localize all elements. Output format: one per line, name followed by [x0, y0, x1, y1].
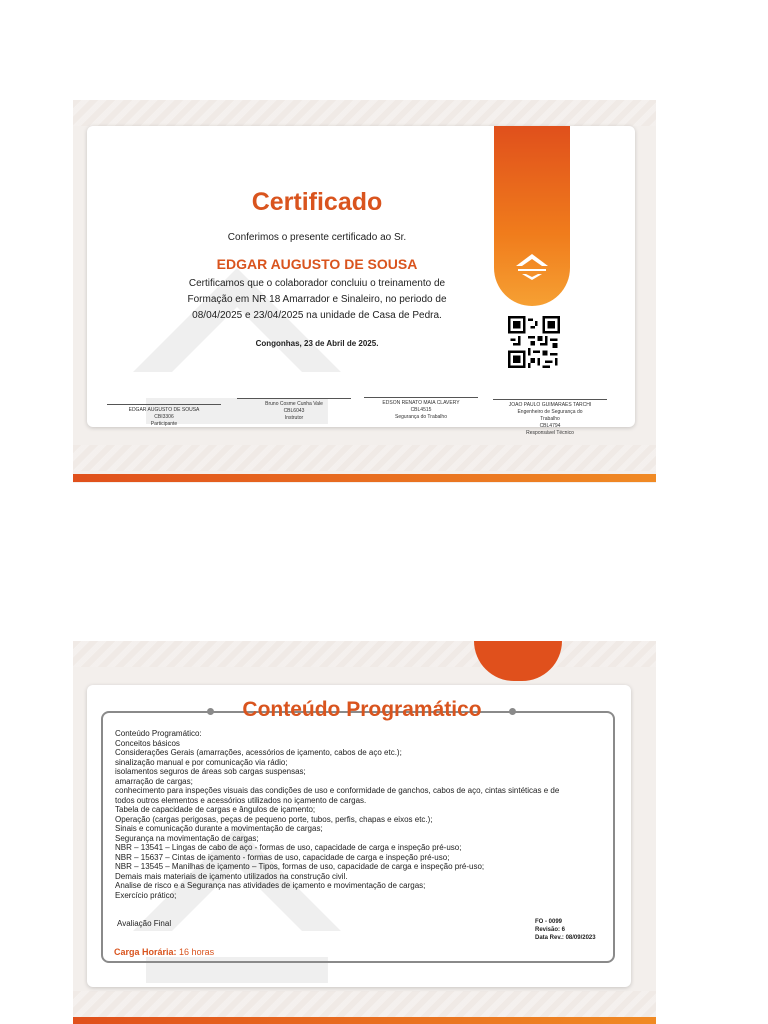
program-line: amarração de cargas; — [115, 776, 193, 786]
signature-line — [237, 398, 351, 399]
final-evaluation: Avaliação Final — [117, 919, 172, 928]
body-line: 08/04/2025 e 23/04/2025 na unidade de Casa de Pedra. — [192, 310, 442, 321]
program-line: sinalização manual e por comunicação via rádio; — [115, 757, 288, 767]
signature-role: Segurança do Trabalho — [395, 414, 447, 420]
signature-detail: Engenheiro de Segurança do — [517, 409, 583, 415]
signature-detail: CBL4515 — [410, 407, 432, 413]
program-card — [87, 685, 631, 987]
certificate-intro: Conferimos o presente certificado ao Sr. — [227, 232, 407, 243]
workload-label: Carga Horária: — [114, 947, 177, 957]
program-line: todos outros elementos e acessórios utilizados no içamento de cargas. — [115, 795, 367, 805]
certificate-card — [87, 126, 635, 436]
program-line: conhecimento para inspeções visuais das condições de uso e conformidade de ganchos, cabos de aço, cintas sintéticas e de — [115, 786, 560, 795]
program-line: Exercício prático; — [115, 890, 177, 900]
signature-safety — [364, 397, 478, 421]
program-line: Conceitos básicos — [115, 738, 180, 748]
program-line: NBR – 13545 – Manilhas de içamento – Tipos, formas de uso, capacidade de carga e inspeção pré-uso; — [115, 862, 485, 871]
signature-instructor — [237, 398, 351, 422]
signature-detail: CBL4794 — [539, 423, 561, 429]
place-date: Congonhas, 23 de Abril de 2025. — [255, 339, 379, 348]
bottom-accent-bar — [73, 1017, 656, 1024]
signature-role: Participante — [150, 421, 178, 427]
body-line: Formação em NR 18 Amarrador e Sinaleiro, no periodo de — [187, 294, 447, 305]
signature-line — [364, 397, 478, 398]
revision-date: Data Rev.: 08/09/2023 — [535, 935, 596, 941]
workload — [114, 947, 214, 957]
body-line: Certificamos que o colaborador concluiu o treinamento de — [188, 278, 446, 289]
signature-participant — [107, 404, 221, 428]
signature-detail: Trabalho — [540, 416, 560, 422]
recipient-name: EDGAR AUGUSTO DE SOUSA — [216, 256, 418, 272]
program-page — [73, 641, 656, 1024]
workload-value: 16 horas — [179, 947, 215, 957]
signature-name: JOAO PAULO GUIMARAES TARCHI — [508, 402, 592, 408]
program-line: Conteúdo Programático: — [115, 729, 202, 738]
signature-name: EDSON RENATO MAIA CLAVERY — [382, 400, 460, 406]
program-content — [115, 729, 615, 900]
program-line: Sinais e comunicação durante a movimentação de cargas; — [115, 824, 323, 833]
program-line: Considerações Gerais (amarrações, acessórios de içamento, cabos de aço etc.); — [115, 748, 402, 757]
background-pattern — [73, 641, 656, 667]
signature-name: EDGAR AUGUSTO DE SOUSA — [128, 407, 200, 413]
program-line: isolamentos seguros de áreas sob cargas suspensas; — [115, 767, 306, 776]
program-line: Segurança na movimentação de cargas; — [115, 833, 259, 843]
background-pattern — [73, 100, 656, 126]
form-revision-info — [535, 918, 596, 942]
signature-role: Responsável Técnico — [526, 430, 574, 436]
program-line: NBR – 15637 – Cintas de içamento - formas de uso, capacidade de carga e inspeção pré-uso; — [115, 852, 450, 862]
signature-role: Instrutor — [284, 415, 304, 421]
signature-line — [493, 399, 607, 400]
program-title-area — [147, 698, 577, 724]
brand-ribbon — [474, 641, 562, 681]
certificate-body — [117, 276, 517, 324]
program-line: Demais mais materiais de içamento utilizados na construção civil. — [115, 871, 348, 881]
certificate-title: Certificado — [251, 188, 383, 216]
program-title: Conteúdo Programático — [242, 698, 482, 721]
signature-engineer — [493, 399, 607, 437]
form-code: FO - 0099 — [535, 919, 563, 925]
program-line: Tabela de capacidade de cargas e ângulos de içamento; — [115, 805, 316, 814]
certificate-page — [73, 100, 656, 483]
signature-line — [107, 404, 221, 405]
revision-number: Revisão: 6 — [535, 927, 566, 933]
program-line: NBR – 13541 – Lingas de cabo de aço - formas de uso, capacidade de carga e inspeção pré-uso; — [115, 843, 462, 852]
signature-detail: CBI3306 — [154, 414, 174, 420]
program-line: Operação (cargas perigosas, peças de pequeno porte, tubos, perfis, chapas e eixos etc.); — [115, 814, 433, 824]
bottom-accent-bar — [73, 474, 656, 482]
program-line: Analise de risco e a Segurança nas atividades de içamento e movimentação de cargas; — [115, 881, 426, 890]
signature-name: Bruno Cosme Cunha Vale — [265, 401, 323, 407]
signature-detail: CBL6043 — [283, 408, 305, 414]
